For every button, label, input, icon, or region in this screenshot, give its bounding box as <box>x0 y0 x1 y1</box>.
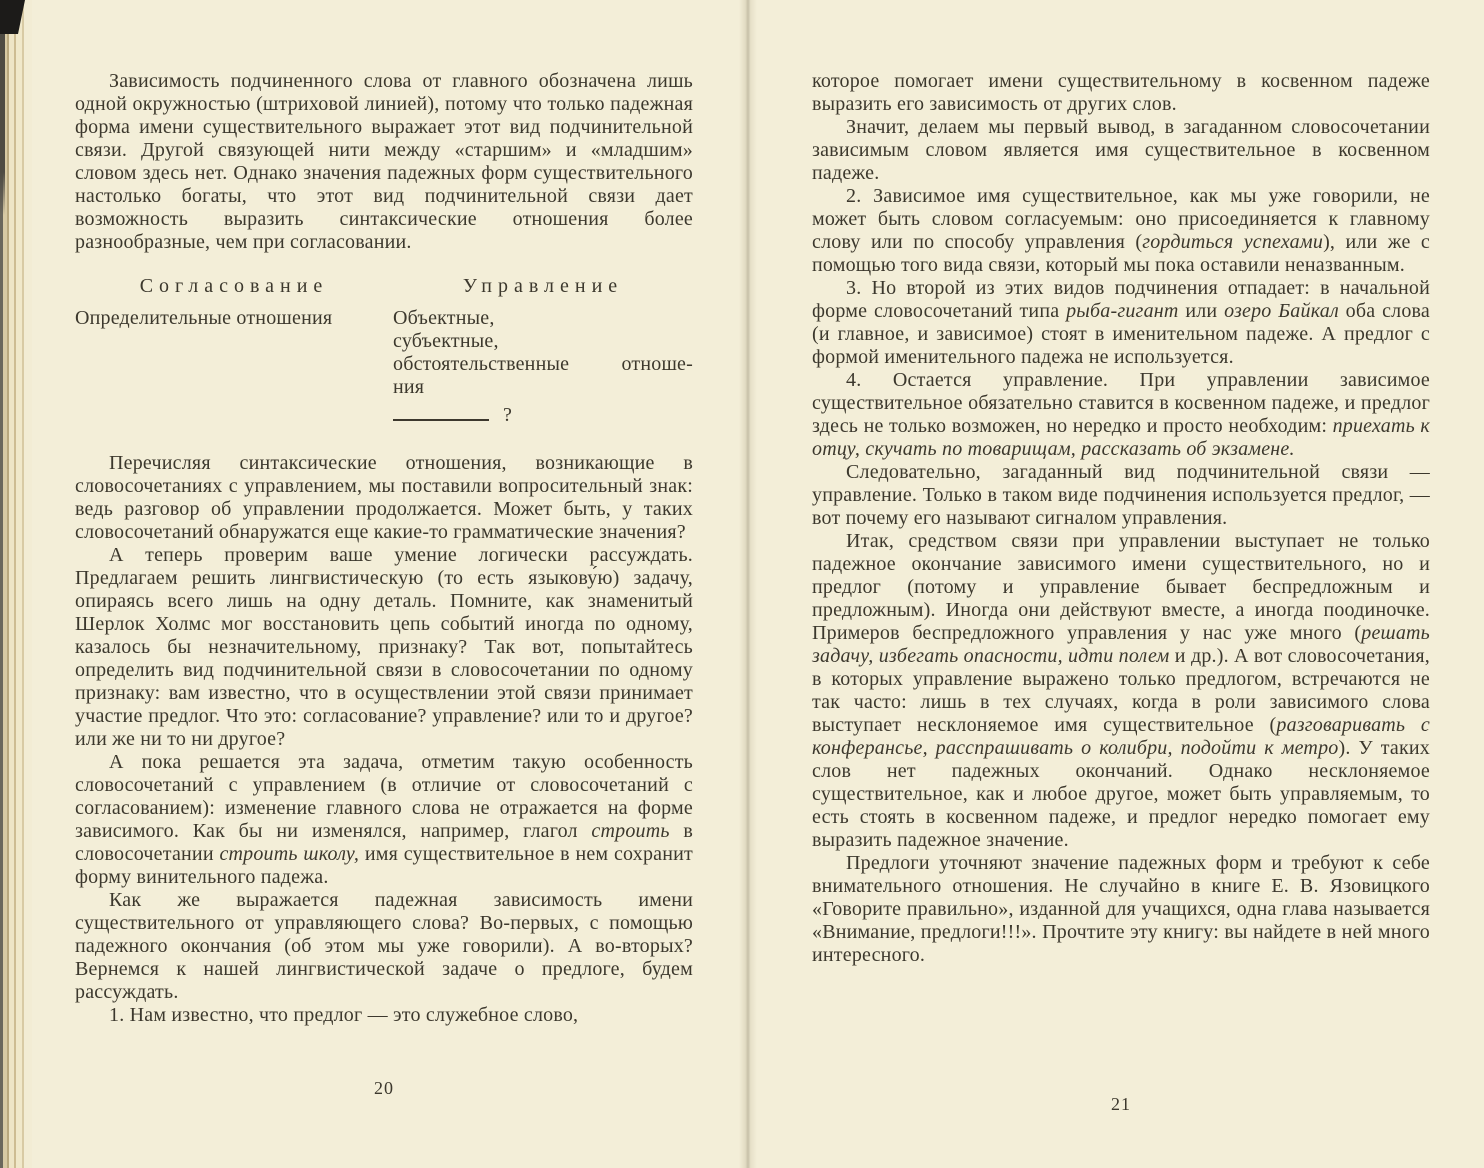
paragraph: Как же выражается падежная зависимость имени существительного от управляющего слова? Во-первых, с помощью падежного окончания (об этом мы уже говорили). А во-вторых? Вернемся к нашей лингвистической задаче о предлоге, будем рассуждать. <box>75 889 693 1003</box>
page-left <box>75 70 693 1168</box>
paragraph: Предлоги уточняют значение падежных форм и требуют к себе внимательного отношения. Не случайно в книге Е. В. Язовицкого «Говорите правильно», изданной для учащихся, одна глава называется «Внимание, предлоги!!!». Прочтите эту книгу: вы найдете в ней много интересного. <box>812 852 1430 966</box>
page-right-text <box>812 70 1430 967</box>
paragraph: А теперь проверим ваше умение логически рассуждать. Предлагаем решить лингвистическую (то есть языкову́ю) задачу, опираясь всего лишь на одну деталь. Помните, как знаменитый Шерлок Холмс мог восстановить цепь событий иногда по одному, казалось бы незначительному, признаку? Так вот, попытайтесь определить вид подчинительной связи в словосочетании по одному признаку: вам известно, что в осуществлении этой связи принимает участие предлог. Что это: согласование? управление? или то и другое? или же ни то ни другое? <box>75 544 693 750</box>
table-cell-right: Объектные, субъектные, обстоятельственные отноше- ния ? <box>393 307 693 426</box>
table-cell-left: Определительные отношения <box>75 307 333 329</box>
question-mark: ? <box>503 404 513 426</box>
paragraph: 3. Но второй из этих видов подчинения отпадает: в начальной форме словосочетаний типа рыба-гигант или озеро Байкал оба слова (и главное, и зависимое) стоят в именительном падеже. А предлог с формой именительного падежа не используется. <box>812 277 1431 368</box>
comparison-table <box>75 275 693 427</box>
paragraph: 1. Нам известно, что предлог — это служебное слово, <box>109 1004 579 1026</box>
book-gutter <box>739 0 757 1168</box>
blank-underline <box>393 404 693 427</box>
paragraph: Перечисляя синтаксические отношения, возникающие в словосочетаниях с управлением, мы поставили вопросительный знак: ведь разговор об управлении продолжается. Может быть, у таких словосочетаний обнаружатся еще какие-то грамматические значения? <box>75 452 693 543</box>
page-number: 20 <box>374 1078 394 1098</box>
paragraph: 4. Остается управление. При управлении зависимое существительное обязательно ставится в косвенном падеже, и предлог здесь не только возможен, но нередко и просто необходим: приехать к отцу, скучать по товарищам, рассказать об экзамене. <box>812 369 1430 460</box>
paragraph: которое помогает имени существительному в косвенном падеже выразить его зависимость от других слов. <box>812 70 1430 115</box>
paragraph: Значит, делаем мы первый вывод, в загаданном словосочетании зависимым словом является имя существительное в косвенном падеже. <box>812 116 1430 184</box>
table-column-header: Согласование <box>139 275 329 297</box>
paragraph: Следовательно, загаданный вид подчинительной связи — управление. Только в таком виде подчинения используется предлог, — вот почему его называют сигналом управления. <box>812 461 1430 529</box>
paragraph: Итак, средством связи при управлении выступает не только падежное окончание зависимого имени существительного, но и предлог (потому и управление бывает беспредложным и предложным). Иногда они действуют вместе, а иногда поодиночке. Примеров беспредложного управления у нас уже много (решать задачу, избегать опасности, идти полем и др.). А вот словосочетания, в которых управление выражено только предлогом, встречаются не так часто: лишь в тех случаях, когда в роли зависимого слова выступает несклоняемое имя существительное (разговаривать с конферансье, расспрашивать о колибри, подойти к метро). У таких слов нет падежных окончаний. Однако несклоняемое существительное, как и любое другое, может быть управляемым, то есть стоять в косвенном падеже, и предлог нередко помогает ему выразить падежное значение. <box>812 530 1430 851</box>
paragraph: Зависимость подчиненного слова от главного обозначена лишь одной окружностью (штриховой линией), потому что только падежная форма имени существительного выражает этот вид подчинительной связи. Другой связующей нити между «старшим» и «младшим» словом здесь нет. Однако значения падежных форм существительного настолько богаты, что этот вид подчинительной связи дает возможность выразить синтаксические отношения более разнообразные, чем при согласовании. <box>75 70 693 253</box>
paragraph: А пока решается эта задача, отметим такую особенность словосочетаний с управлением (в отличие от словосочетаний с согласованием): изменение главного слова не отражается на форме зависимого. Как бы ни изменялся, например, глагол строить в словосочетании строить школу, имя существительное в нем сохранит форму винительного падежа. <box>75 751 694 888</box>
page-left-text <box>75 70 693 1027</box>
table-column-header: Управление <box>462 275 624 297</box>
page-right <box>812 70 1430 1168</box>
page-number: 21 <box>1111 1094 1131 1114</box>
paragraph: 2. Зависимое имя существительное, как мы уже говорили, не может быть словом согласуемым: оно присоединяется к главному слову или по способу управления (гордиться успехами), или же с помощью того вида связи, который мы пока оставили неназванным. <box>812 185 1430 276</box>
